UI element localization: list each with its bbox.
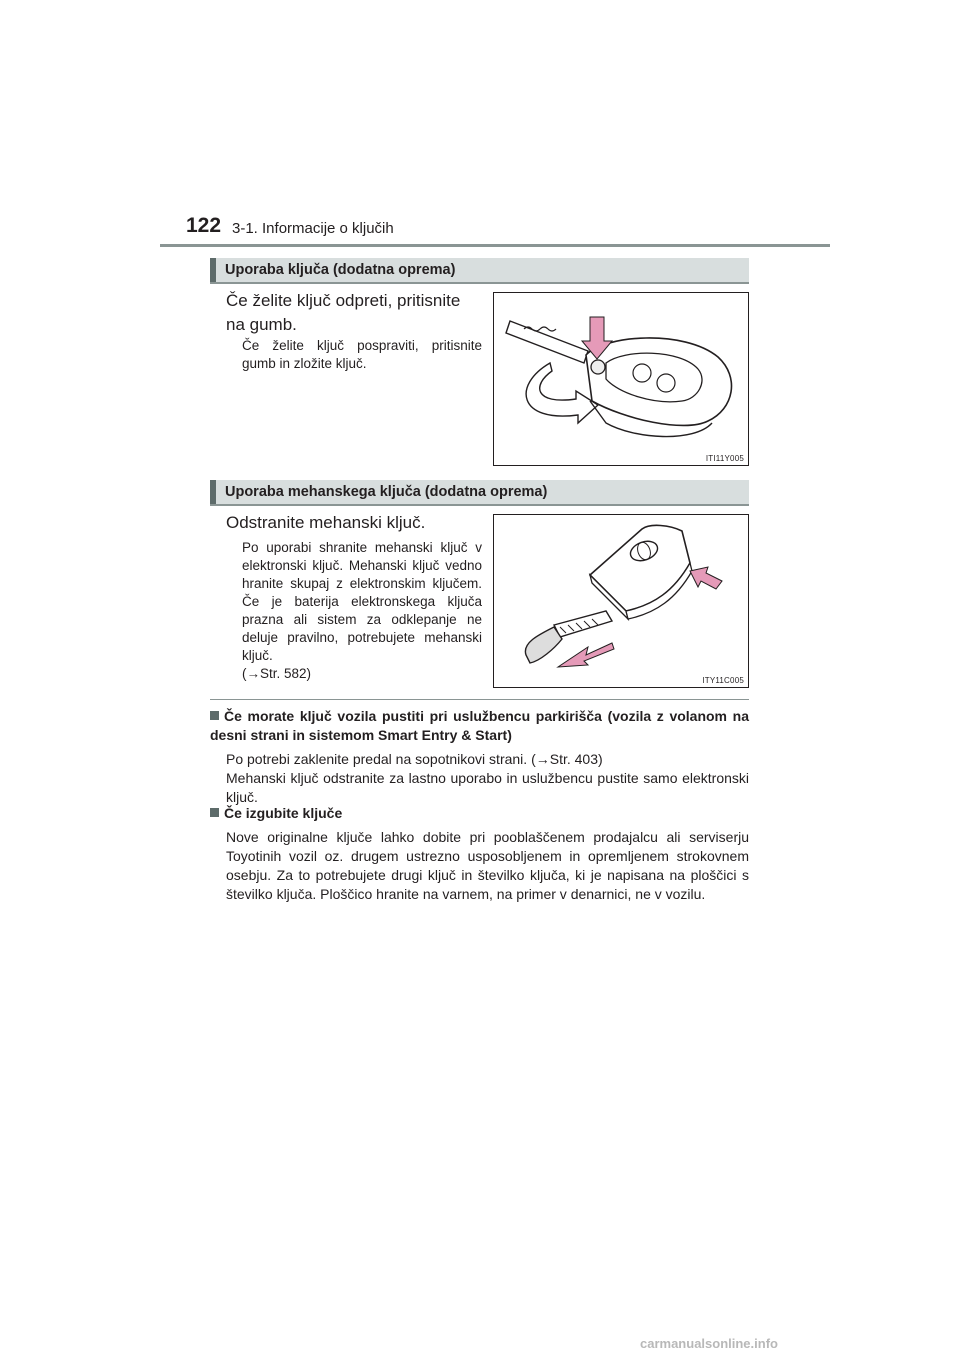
ref-arrow: → <box>246 666 260 681</box>
figure-flip-key <box>493 292 749 466</box>
smart-key-body <box>590 525 690 611</box>
note-heading: Če izgubite ključe <box>210 804 749 823</box>
page-number: 122 <box>186 214 222 237</box>
lock-button-icon <box>633 364 651 382</box>
rotate-arrow <box>526 363 598 423</box>
page-reference-link[interactable]: Str. 403) <box>549 751 603 767</box>
unlock-button-icon <box>657 374 675 392</box>
store-key-text: Po uporabi shranite mehanski ključ v elektronski ključ. Mehanski ključ vedno hranite skupaj z elektronskim ključem. Če je baterija elektronskega ključa prazna ali sistem za odklepanje ne deluje pravilno, potrebujete mehanski ključ. <box>242 540 482 663</box>
section-marker <box>210 480 216 504</box>
figure-code: ITI11Y005 <box>705 454 744 463</box>
section-marker <box>210 258 216 282</box>
chapter-title: 3-1. Informacije o ključih <box>232 220 394 237</box>
bullet-square-icon <box>210 711 219 720</box>
mechanical-key-blade <box>554 611 612 637</box>
instruction-fold-key: Če želite ključ pospraviti, pritisnite gumb in zložite ključ. <box>242 338 482 371</box>
watermark: carmanualsonline.info <box>640 1336 778 1351</box>
note-body: Nove originalne ključe lahko dobite pri pooblaščenem prodajalcu ali serviserju Toyotinih vozil oz. drugem ustrezno usposobljenem in opremljenem strokovnem osebju. Za to potrebujete drugi ključ in številko ključa, ki je napisana na ploščici s številko ključa. Ploščico hranite na varnem, na primer v denarnici, ne v vozilu. <box>226 829 749 902</box>
note-valet <box>210 707 749 807</box>
mechanical-key-illustration <box>494 515 748 687</box>
note-lost-keys <box>210 804 749 904</box>
flip-key-illustration <box>494 293 748 465</box>
note-heading: Če morate ključ vozila pustiti pri uslužbencu parkirišča (vozila z volanom na desni strani in sistemom Smart Entry & Start) <box>210 708 749 743</box>
instruction-remove-key: Odstranite mehanski ključ. <box>226 513 426 532</box>
notes-divider <box>210 699 749 700</box>
section-title: Uporaba ključa (dodatna oprema) <box>225 262 456 278</box>
figure-code: ITY11C005 <box>702 676 744 685</box>
release-lever-arrow-icon <box>690 567 722 589</box>
instruction-open-key: Če želite ključ odpreti, pritisnite na gumb. <box>226 291 461 334</box>
mechanical-key-head <box>525 627 562 663</box>
section-title: Uporaba mehanskega ključa (dodatna oprema) <box>225 484 548 500</box>
note-body: Po potrebi zaklenite predal na sopotnikovi strani. (→Str. 403) Mehanski ključ odstranite za lastno uporabo in uslužbencu pustite samo elektronski ključ. <box>226 751 749 805</box>
instruction-store-key: Po uporabi shranite mehanski ključ v elektronski ključ. Mehanski ključ vedno hranite skupaj z elektronskim ključem. Če je baterija elektronskega ključa prazna ali sistem za odklepanje ne deluje pravilno, potrebujete mehanski ključ. (→Str. 582) <box>242 540 482 681</box>
bullet-square-icon <box>210 808 219 817</box>
release-button-icon <box>591 360 605 374</box>
pull-arrow-icon <box>558 643 614 667</box>
figure-mechanical-key <box>493 514 749 688</box>
section-heading-mechanical-key <box>210 480 749 506</box>
section-heading-key-usage <box>210 258 749 284</box>
key-blade <box>506 321 588 363</box>
header-rule <box>160 244 830 247</box>
page-reference-link[interactable]: Str. 582 <box>260 666 307 681</box>
